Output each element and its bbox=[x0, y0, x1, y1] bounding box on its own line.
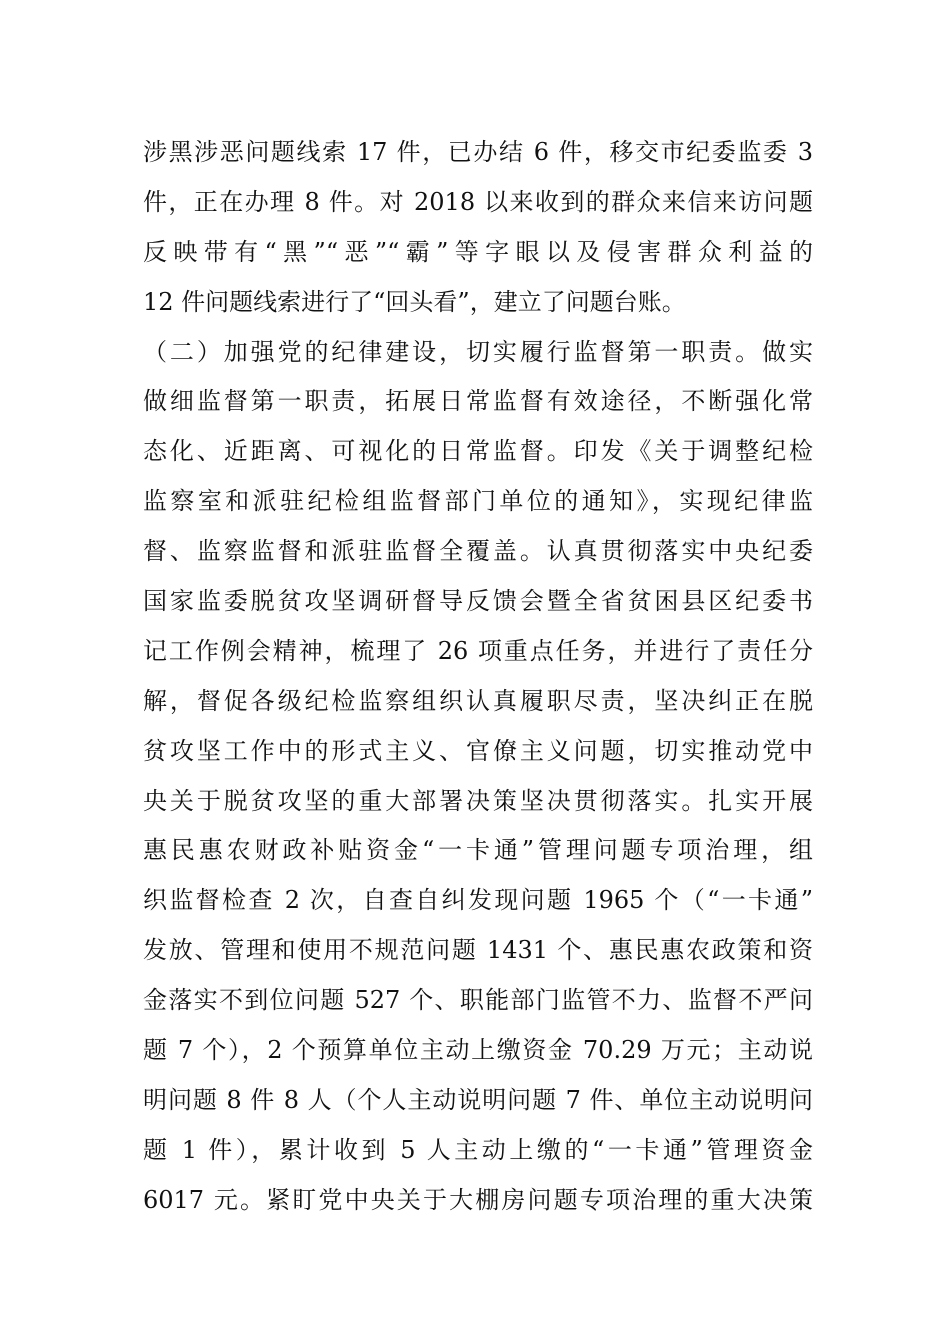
text-line: 国家监委脱贫攻坚调研督导反馈会暨全省贫困县区纪委书 bbox=[143, 587, 813, 616]
text-line: （二）加强党的纪律建设，切实履行监督第一职责。做实 bbox=[143, 337, 813, 366]
text-line: 态化、近距离、可视化的日常监督。印发《关于调整纪检 bbox=[143, 437, 813, 466]
text-line: 织监督检查 2 次，自查自纠发现问题 1965 个（“一卡通” bbox=[143, 886, 813, 915]
text-line: 惠民惠农财政补贴资金“一卡通”管理问题专项治理，组 bbox=[143, 836, 813, 865]
text-line: 金落实不到位问题 527 个、职能部门监管不力、监督不严问 bbox=[143, 986, 813, 1015]
text-line: 央关于脱贫攻坚的重大部署决策坚决贯彻落实。扎实开展 bbox=[143, 786, 813, 815]
text-line: 解，督促各级纪检监察组织认真履职尽责，坚决纠正在脱 bbox=[143, 686, 813, 715]
text-line: 做细监督第一职责，拓展日常监督有效途径，不断强化常 bbox=[143, 387, 813, 416]
text-line: 6017 元。紧盯党中央关于大棚房问题专项治理的重大决策 bbox=[143, 1185, 813, 1214]
text-line: 贫攻坚工作中的形式主义、官僚主义问题，切实推动党中 bbox=[143, 736, 813, 765]
text-line: 明问题 8 件 8 人（个人主动说明问题 7 件、单位主动说明问 bbox=[143, 1085, 813, 1114]
text-line: 涉黑涉恶问题线索 17 件，已办结 6 件，移交市纪委监委 3 bbox=[143, 138, 813, 166]
text-line: 督、监察监督和派驻监督全覆盖。认真贯彻落实中央纪委 bbox=[143, 537, 813, 566]
text-line: 发放、管理和使用不规范问题 1431 个、惠民惠农政策和资 bbox=[143, 936, 813, 965]
text-line: 12 件问题线索进行了“回头看”，建立了问题台账。 bbox=[143, 287, 686, 316]
text-line: 反映带有“黑”“恶”“霸”等字眼以及侵害群众利益的 bbox=[143, 237, 813, 266]
document-body bbox=[143, 128, 813, 1226]
text-line: 记工作例会精神，梳理了 26 项重点任务，并进行了责任分 bbox=[143, 636, 813, 665]
text-line: 题 7 个），2 个预算单位主动上缴资金 70.29 万元；主动说 bbox=[143, 1036, 813, 1065]
text-line: 件，正在办理 8 件。对 2018 以来收到的群众来信来访问题 bbox=[143, 187, 813, 216]
text-line: 题 1 件），累计收到 5 人主动上缴的“一卡通”管理资金 bbox=[143, 1135, 813, 1164]
text-line: 监察室和派驻纪检组监督部门单位的通知》，实现纪律监 bbox=[143, 487, 813, 516]
